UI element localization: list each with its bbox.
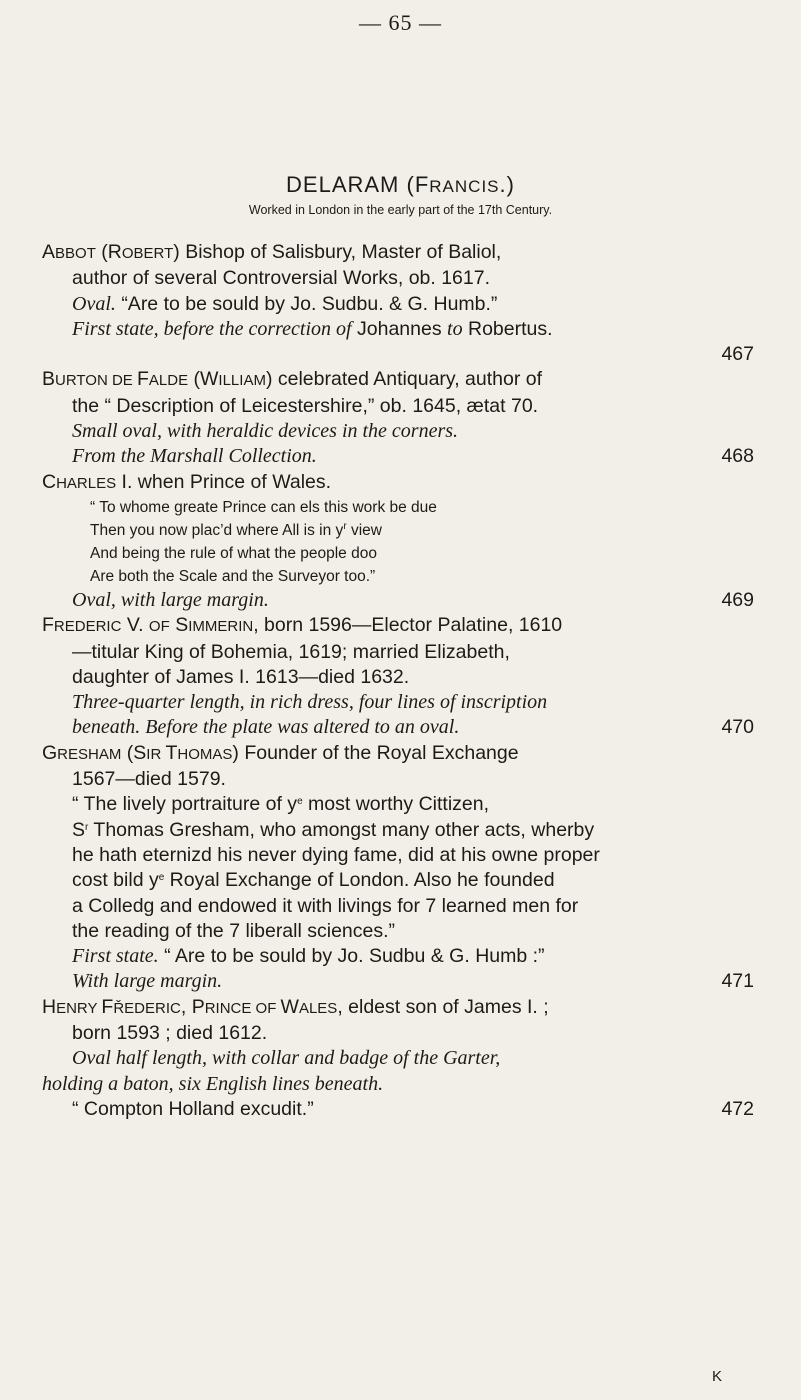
page-number: — 65 — — [359, 10, 442, 35]
entry-description: celebrated Antiquary, author of — [272, 368, 543, 391]
state-note: “ Compton Holland excudit.” — [72, 1097, 314, 1120]
state-note: Three-quarter length, in rich dress, four lines of inscription — [72, 691, 548, 714]
engraver-heading — [0, 172, 801, 198]
catalogue-entry — [42, 240, 754, 367]
catalogue-number: 471 — [721, 970, 754, 993]
catalogue-entry — [42, 741, 754, 995]
catalogue-entry — [42, 995, 754, 1122]
sitter-name: BURTON DE FALDE (WILLIAM) — [42, 368, 273, 391]
entry-description: —titular King of Bohemia, 1619; married Elizabeth, — [72, 640, 510, 663]
inscription-quote: a Colledg and endowed it with livings for 7 learned men for — [72, 894, 579, 917]
catalogue-number: 469 — [721, 588, 754, 611]
state-note: Oval half length, with collar and badge of the Garter, — [72, 1047, 501, 1070]
state-note: First state. “ Are to be sould by Jo. Sudbu & G. Humb :” — [72, 945, 545, 968]
catalogue-number: 467 — [721, 343, 754, 366]
state-note: From the Marshall Collection. — [72, 445, 317, 468]
catalogue-entry — [42, 470, 754, 614]
sitter-name: FREDERIC V. OF SIMMERIN — [42, 614, 254, 637]
entry-description: 1567—died 1579. — [72, 768, 226, 791]
inscription-quote: cost bild $y^e$ Royal Exchange of London. Also he founded — [72, 869, 555, 892]
sitter-name: GRESHAM (SIR THOMAS) — [42, 741, 239, 764]
catalogue-entry — [42, 367, 754, 469]
inscription-quote: he hath eternizd his never dying fame, did at his owne proper — [72, 843, 600, 866]
sitter-name: CHARLES — [42, 470, 117, 493]
catalogue-entries — [42, 240, 754, 1122]
state-note: holding a baton, six English lines beneath. — [42, 1072, 384, 1095]
entry-description: , born 1596—Elector Palatine, 1610 — [253, 614, 563, 637]
entry-description: Bishop of Salisbury, Master of Baliol, — [179, 241, 502, 263]
entry-description: author of several Controversial Works, ob. 1617. — [72, 267, 491, 290]
inscription-verse: Are both the Scale and the Surveyor too.” — [90, 567, 376, 585]
entry-description: born 1593 ; died 1612. — [72, 1022, 268, 1045]
entry-description: I. when Prince of Wales. — [116, 470, 332, 493]
state-note: With large margin. — [72, 970, 223, 993]
engraver-subtitle: Worked in London in the early part of the 17th Century. — [248, 203, 553, 217]
sitter-name: ABBOT (ROBERT) — [42, 241, 180, 263]
catalogue-number: 468 — [721, 445, 754, 468]
state-note: Oval. “Are to be sould by Jo. Sudbu. & G. Humb.” — [72, 292, 498, 315]
state-note: Oval, with large margin. — [72, 588, 269, 611]
entry-description: the “ Description of Leicestershire,” ob. 1645, ætat 70. — [72, 394, 539, 417]
catalogue-entry — [42, 613, 754, 740]
engraver-forename: (FRANCIS.) — [406, 172, 515, 197]
inscription-quote: $S^r$ Thomas Gresham, who amongst many other acts, wherby — [72, 818, 595, 841]
inscription-verse: And being the rule of what the people doo — [90, 544, 377, 562]
signature-mark: K — [712, 1368, 723, 1385]
entry-description: Founder of the Royal Exchange — [238, 741, 519, 764]
inscription-verse: Then you now plac’d where All is in $y^r$ view — [90, 520, 382, 539]
engraver-surname: DELARAM — [286, 172, 400, 197]
catalogue-number: 470 — [721, 716, 754, 739]
state-note: Small oval, with heraldic devices in the corners. — [72, 420, 459, 443]
state-note: beneath. Before the plate was altered to an oval. — [72, 716, 460, 739]
entry-description: daughter of James I. 1613—died 1632. — [72, 665, 410, 688]
entry-description: , eldest son of James I. ; — [337, 995, 549, 1018]
state-note: First state, before the correction of Johannes to Robertus. — [72, 317, 553, 340]
sitter-name: HENRY FŘEDERIC, PRINCE OF WALES — [42, 995, 338, 1018]
inscription-quote: “ The lively portraiture of $y^e$ most worthy Cittizen, — [72, 793, 490, 816]
inscription-quote: the reading of the 7 liberall sciences.” — [72, 919, 396, 942]
inscription-verse: “ To whome greate Prince can els this work be due — [90, 498, 437, 516]
catalogue-number: 472 — [721, 1097, 754, 1120]
